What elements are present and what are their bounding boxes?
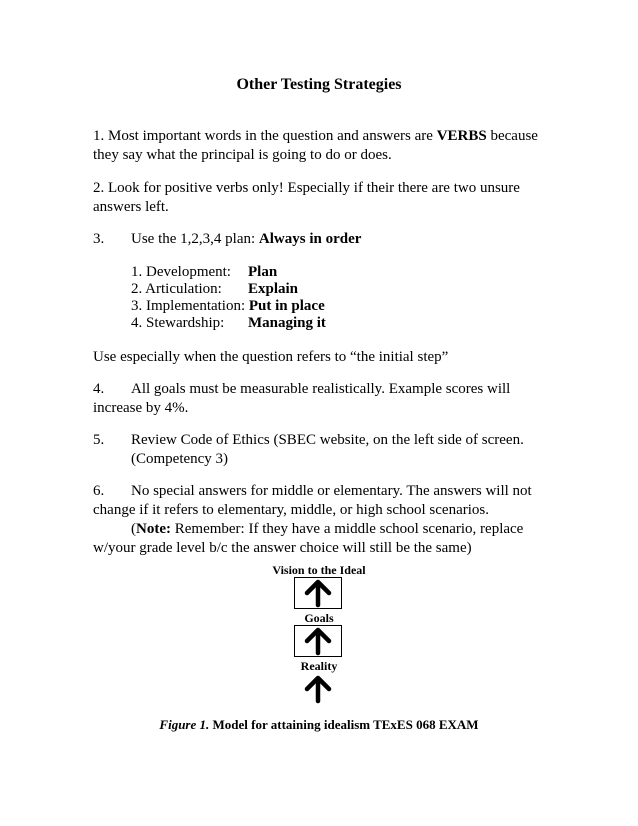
plan-item-value: Managing it	[248, 315, 326, 331]
arrow-box-middle	[294, 625, 342, 657]
item-4-line2: increase by 4%.	[93, 400, 189, 416]
plan-item-value: Plan	[248, 264, 278, 280]
item-2-line2: answers left.	[93, 199, 169, 215]
item-1-text: 1. Most important words in the question and answers are	[93, 128, 437, 144]
item-2-line1: 2. Look for positive verbs only! Especially if their there are two unsure	[93, 180, 520, 196]
diagram-top-label: Vision to the Ideal	[272, 563, 366, 577]
plan-item-label: 1. Development:	[131, 264, 231, 280]
item-6-line1: No special answers for middle or elementary. The answers will not	[131, 483, 532, 499]
item-3-note: Use especially when the question refers to “the initial step”	[93, 349, 449, 365]
item-6-paren: (	[131, 521, 136, 537]
item-6-line2: change if it refers to elementary, middle, or high school scenarios.	[93, 502, 489, 518]
item-6-line3	[131, 520, 523, 539]
item-4-number: 4.	[93, 381, 105, 397]
item-5-line2: (Competency 3)	[131, 451, 229, 467]
item-1-text-end: because	[486, 128, 538, 144]
item-6-note-text: Remember: If they have a middle school scenario, replace	[170, 521, 524, 537]
plan-item-value: Put in place	[248, 298, 325, 314]
plan-item-label: 2. Articulation:	[131, 281, 222, 297]
item-3-text-plain: Use the 1,2,3,4 plan:	[131, 231, 259, 247]
figure-number: Figure 1.	[159, 717, 210, 732]
plan-item-value: Explain	[248, 281, 299, 297]
plan-item-label: 4. Stewardship:	[131, 315, 225, 331]
item-6-line4: w/your grade level b/c the answer choice will still be the same)	[93, 540, 472, 556]
plan-item-label: 3. Implementation:	[131, 298, 246, 314]
arrow-up-icon	[294, 673, 342, 705]
arrow-bottom	[294, 673, 342, 705]
item-1-line2: they say what the principal is going to do or does.	[93, 147, 392, 163]
item-6-note-label: Note:	[136, 521, 171, 537]
plan-item-3	[131, 297, 325, 315]
arrow-up-icon	[295, 578, 341, 608]
item-3-number: 3.	[93, 231, 105, 247]
item-6-number: 6.	[93, 483, 105, 499]
arrow-box-top	[294, 577, 342, 609]
item-2	[93, 179, 553, 217]
plan-item-4	[131, 314, 326, 332]
figure-caption-text: Model for attaining idealism TExES 068 EXAM	[209, 717, 479, 732]
item-3-text-bold: Always in order	[258, 231, 362, 247]
item-3-text	[131, 230, 361, 249]
plan-item-1	[131, 263, 277, 281]
item-4-line1: All goals must be measurable realistically. Example scores will	[131, 381, 511, 397]
diagram-mid-label: Goals	[304, 611, 334, 625]
plan-item-2	[131, 280, 298, 298]
item-5-number: 5.	[93, 432, 105, 448]
figure-caption	[0, 717, 638, 733]
item-1-bold: VERBS	[436, 128, 487, 144]
page-title: Other Testing Strategies	[236, 76, 402, 93]
item-1	[93, 127, 553, 165]
diagram-bottom-label: Reality	[300, 659, 338, 673]
item-5-line1: Review Code of Ethics (SBEC website, on the left side of screen.	[131, 432, 524, 448]
arrow-up-icon	[295, 626, 341, 656]
